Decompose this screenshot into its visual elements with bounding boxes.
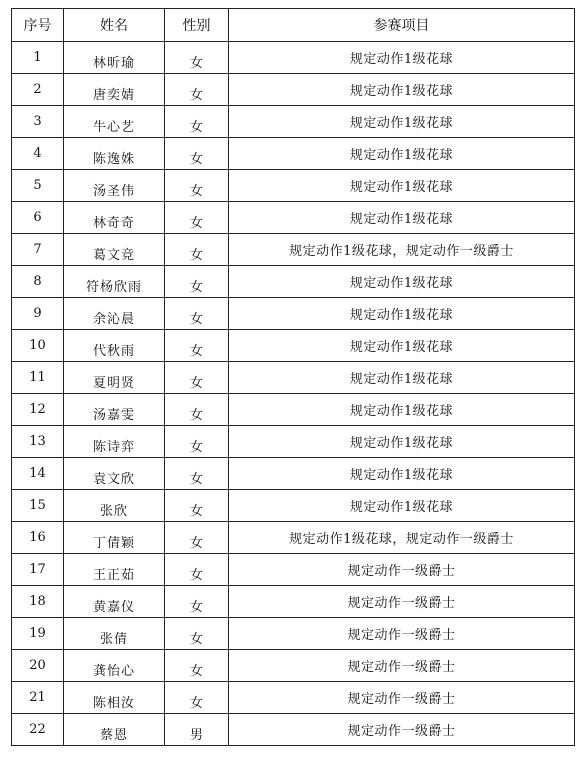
- table-row: [12, 522, 575, 554]
- row-gender: 女: [189, 248, 203, 263]
- row-name: 丁倩颖: [92, 536, 135, 551]
- row-name: 余沁晨: [92, 312, 135, 327]
- row-name-cell: [64, 426, 165, 458]
- row-gender: 女: [189, 344, 203, 359]
- table-row: [12, 234, 575, 266]
- row-name: 汤圣伟: [92, 184, 135, 199]
- row-number: 22: [12, 714, 64, 746]
- row-name-cell: [64, 298, 165, 330]
- row-gender: 女: [189, 120, 203, 135]
- row-event: 规定动作1级花球: [229, 426, 575, 458]
- row-number: 21: [12, 682, 64, 714]
- table-row: [12, 554, 575, 586]
- row-gender: 女: [189, 88, 203, 103]
- row-name: 葛文竞: [92, 248, 135, 263]
- row-name-cell: [64, 458, 165, 490]
- row-gender-cell: [165, 170, 229, 202]
- row-gender: 女: [189, 312, 203, 327]
- row-event: 规定动作1级花球: [229, 394, 575, 426]
- row-event: 规定动作1级花球，规定动作一级爵士: [229, 234, 575, 266]
- row-name-cell: [64, 202, 165, 234]
- row-number: 3: [12, 106, 64, 138]
- row-gender: 女: [189, 184, 203, 199]
- table-row: [12, 202, 575, 234]
- table-row: [12, 42, 575, 74]
- row-gender: 女: [189, 152, 203, 167]
- row-gender-cell: [165, 74, 229, 106]
- row-name-cell: [64, 106, 165, 138]
- table-row: [12, 394, 575, 426]
- row-event: 规定动作1级花球: [229, 362, 575, 394]
- row-gender-cell: [165, 394, 229, 426]
- table-row: [12, 458, 575, 490]
- row-gender-cell: [165, 714, 229, 746]
- row-name-cell: [64, 170, 165, 202]
- row-event: 规定动作1级花球，规定动作一级爵士: [229, 522, 575, 554]
- table-row: [12, 586, 575, 618]
- table-row: [12, 426, 575, 458]
- header-gender: 性别: [165, 9, 229, 42]
- row-gender: 女: [189, 472, 203, 487]
- table-row: [12, 682, 575, 714]
- row-gender-cell: [165, 650, 229, 682]
- row-name: 陈相汝: [92, 696, 135, 711]
- row-number: 7: [12, 234, 64, 266]
- row-name-cell: [64, 394, 165, 426]
- row-name: 袁文欣: [92, 472, 135, 487]
- table-row: [12, 618, 575, 650]
- row-gender-cell: [165, 458, 229, 490]
- row-gender: 女: [189, 632, 203, 647]
- row-number: 5: [12, 170, 64, 202]
- row-number: 17: [12, 554, 64, 586]
- row-event: 规定动作1级花球: [229, 138, 575, 170]
- row-name-cell: [64, 714, 165, 746]
- table-row: [12, 330, 575, 362]
- row-event: 规定动作一级爵士: [229, 714, 575, 746]
- row-event: 规定动作一级爵士: [229, 618, 575, 650]
- row-event: 规定动作1级花球: [229, 170, 575, 202]
- row-gender: 女: [189, 376, 203, 391]
- row-name: 蔡恩: [99, 728, 128, 743]
- table-row: [12, 74, 575, 106]
- row-gender-cell: [165, 586, 229, 618]
- table-row: [12, 490, 575, 522]
- row-name: 林昕瑜: [92, 56, 135, 71]
- row-event: 规定动作一级爵士: [229, 682, 575, 714]
- row-name: 黄嘉仪: [92, 600, 135, 615]
- row-name-cell: [64, 490, 165, 522]
- row-gender-cell: [165, 234, 229, 266]
- row-name-cell: [64, 42, 165, 74]
- row-name-cell: [64, 362, 165, 394]
- row-gender: 女: [189, 504, 203, 519]
- row-name: 夏明贤: [92, 376, 135, 391]
- row-event: 规定动作1级花球: [229, 74, 575, 106]
- row-gender: 女: [189, 280, 203, 295]
- table-row: [12, 170, 575, 202]
- row-gender-cell: [165, 298, 229, 330]
- row-gender: 女: [189, 664, 203, 679]
- row-gender-cell: [165, 618, 229, 650]
- table-row: [12, 138, 575, 170]
- row-name-cell: [64, 74, 165, 106]
- header-row: [12, 9, 575, 42]
- header-number: 序号: [12, 9, 64, 42]
- row-name: 牛心艺: [92, 120, 135, 135]
- row-gender: 女: [189, 216, 203, 231]
- row-event: 规定动作一级爵士: [229, 650, 575, 682]
- row-name: 汤嘉雯: [92, 408, 135, 423]
- row-gender-cell: [165, 138, 229, 170]
- row-name-cell: [64, 618, 165, 650]
- row-name-cell: [64, 266, 165, 298]
- row-name-cell: [64, 586, 165, 618]
- row-number: 13: [12, 426, 64, 458]
- row-gender: 女: [189, 600, 203, 615]
- row-gender: 女: [189, 56, 203, 71]
- row-number: 15: [12, 490, 64, 522]
- row-gender: 女: [189, 408, 203, 423]
- table-row: [12, 106, 575, 138]
- row-number: 1: [12, 42, 64, 74]
- row-name: 龚怡心: [92, 664, 135, 679]
- row-name-cell: [64, 682, 165, 714]
- row-name-cell: [64, 522, 165, 554]
- row-number: 11: [12, 362, 64, 394]
- header-event: 参赛项目: [229, 9, 575, 42]
- table-body: [12, 42, 575, 746]
- row-gender: 女: [189, 568, 203, 583]
- row-number: 9: [12, 298, 64, 330]
- row-name-cell: [64, 138, 165, 170]
- row-event: 规定动作一级爵士: [229, 586, 575, 618]
- row-name: 符杨欣雨: [85, 280, 142, 295]
- row-name: 陈诗弈: [92, 440, 135, 455]
- row-name: 张倩: [99, 632, 128, 647]
- row-event: 规定动作1级花球: [229, 490, 575, 522]
- row-gender-cell: [165, 682, 229, 714]
- row-gender-cell: [165, 330, 229, 362]
- row-number: 19: [12, 618, 64, 650]
- row-name: 张欣: [99, 504, 128, 519]
- row-gender-cell: [165, 42, 229, 74]
- row-number: 18: [12, 586, 64, 618]
- row-event: 规定动作1级花球: [229, 458, 575, 490]
- row-gender-cell: [165, 554, 229, 586]
- row-event: 规定动作1级花球: [229, 42, 575, 74]
- row-number: 8: [12, 266, 64, 298]
- row-event: 规定动作1级花球: [229, 202, 575, 234]
- row-number: 4: [12, 138, 64, 170]
- row-gender: 女: [189, 440, 203, 455]
- row-name: 代秋雨: [92, 344, 135, 359]
- row-number: 10: [12, 330, 64, 362]
- row-name: 陈逸姝: [92, 152, 135, 167]
- header-name: 姓名: [64, 9, 165, 42]
- row-name-cell: [64, 554, 165, 586]
- row-gender-cell: [165, 362, 229, 394]
- row-gender-cell: [165, 106, 229, 138]
- row-event: 规定动作1级花球: [229, 266, 575, 298]
- row-number: 16: [12, 522, 64, 554]
- row-name: 王正茹: [92, 568, 135, 583]
- row-gender-cell: [165, 202, 229, 234]
- row-name: 唐奕婧: [92, 88, 135, 103]
- table-row: [12, 650, 575, 682]
- row-gender-cell: [165, 522, 229, 554]
- table-row: [12, 266, 575, 298]
- row-event: 规定动作一级爵士: [229, 554, 575, 586]
- row-gender: 女: [189, 696, 203, 711]
- row-event: 规定动作1级花球: [229, 298, 575, 330]
- row-event: 规定动作1级花球: [229, 330, 575, 362]
- row-event: 规定动作1级花球: [229, 106, 575, 138]
- table-row: [12, 714, 575, 746]
- roster-table: [11, 8, 575, 746]
- row-number: 6: [12, 202, 64, 234]
- row-number: 2: [12, 74, 64, 106]
- row-gender-cell: [165, 426, 229, 458]
- row-name: 林奇奇: [92, 216, 135, 231]
- row-gender-cell: [165, 266, 229, 298]
- row-gender-cell: [165, 490, 229, 522]
- row-number: 12: [12, 394, 64, 426]
- row-name-cell: [64, 650, 165, 682]
- row-number: 14: [12, 458, 64, 490]
- row-name-cell: [64, 330, 165, 362]
- table-row: [12, 362, 575, 394]
- row-number: 20: [12, 650, 64, 682]
- row-gender: 男: [189, 728, 203, 743]
- row-name-cell: [64, 234, 165, 266]
- row-gender: 女: [189, 536, 203, 551]
- table-row: [12, 298, 575, 330]
